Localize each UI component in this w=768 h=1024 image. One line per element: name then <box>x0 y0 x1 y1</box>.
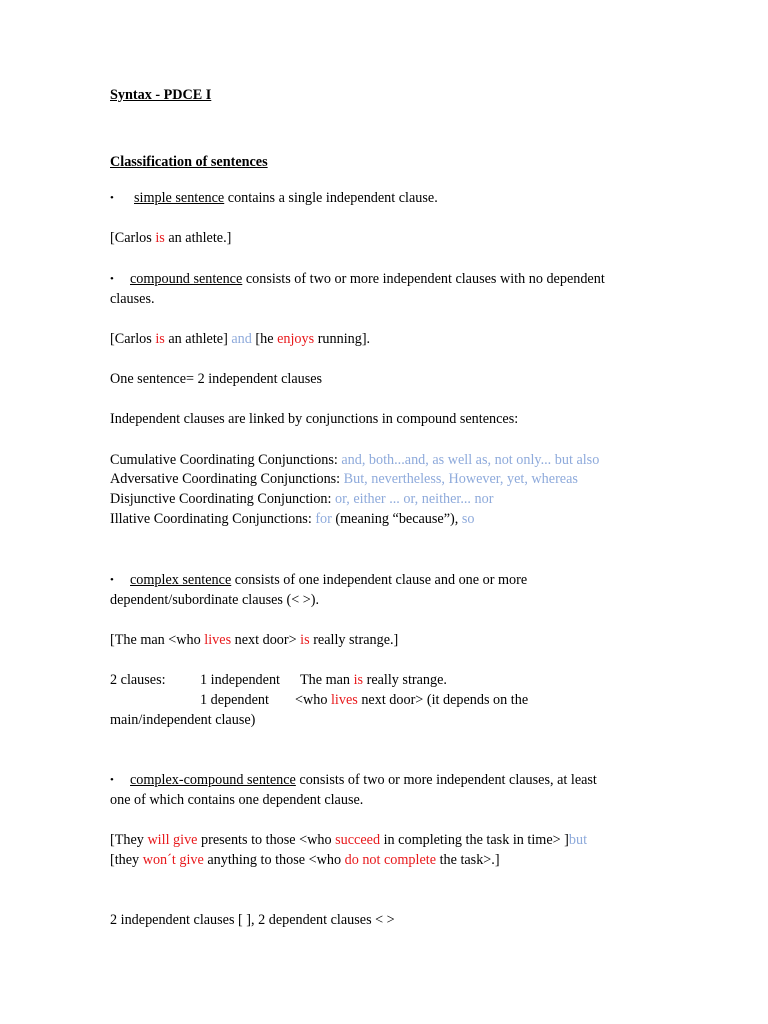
verb: succeed <box>335 832 381 848</box>
independent-label: 1 independent <box>200 672 280 688</box>
section-heading: Classification of sentences <box>110 154 268 170</box>
verb: is <box>300 632 310 648</box>
bullet: • <box>110 192 114 204</box>
conjunction: and <box>231 331 252 347</box>
compound-note: One sentence= 2 independent clauses <box>110 371 323 387</box>
complex-compound-example-1: [They will give presents to those <who succeed in completing the task in time> ]but <box>110 832 588 848</box>
clauses-label: 2 clauses: <box>110 672 166 688</box>
verb: is <box>353 672 364 688</box>
conjunction: but <box>568 832 588 848</box>
simple-sentence-example: [Carlos is an athlete.] <box>110 230 232 246</box>
compound-sentence-example: [Carlos is an athlete] and [he enjoys running]. <box>110 331 371 347</box>
verb: will give <box>147 832 198 848</box>
compound-sentence-definition: compound sentence consists of two or more independent clauses with no dependent <box>130 271 605 287</box>
complex-compound-summary: 2 independent clauses [ ], 2 dependent clauses < > <box>110 912 395 928</box>
verb: enjoys <box>277 331 315 347</box>
compound-sentence-definition-cont: clauses. <box>110 291 155 307</box>
verb: lives <box>204 632 232 648</box>
complex-compound-definition-cont: one of which contains one dependent clause. <box>110 792 364 808</box>
dependent-clause-cont: main/independent clause) <box>110 712 256 728</box>
bullet: • <box>110 273 114 285</box>
verb: do not complete <box>344 852 437 868</box>
conjunction-line-adversative: Adversative Coordinating Conjunctions: But, nevertheless, However, yet, whereas <box>110 471 578 487</box>
complex-compound-example-2: [they won´t give anything to those <who do not complete the task>.] <box>110 852 500 868</box>
bullet: • <box>110 574 114 586</box>
complex-compound-definition: complex-compound sentence consists of two or more independent clauses, at least <box>130 772 597 788</box>
document-title: Syntax - PDCE I <box>110 87 212 103</box>
conjunction-line-illative: Illative Coordinating Conjunctions: for (meaning “because”), so <box>110 511 475 527</box>
verb: lives <box>330 692 358 708</box>
dependent-clause-text: <who lives next door> (it depends on the <box>295 692 529 708</box>
simple-sentence-definition: simple sentence contains a single independent clause. <box>134 190 438 206</box>
independent-clause-text: The man is really strange. <box>300 672 447 688</box>
verb: is <box>155 331 165 347</box>
complex-sentence-example: [The man <who lives next door> is really strange.] <box>110 632 399 648</box>
verb: won´t give <box>142 852 204 868</box>
dependent-label: 1 dependent <box>200 692 269 708</box>
conjunction-line-disjunctive: Disjunctive Coordinating Conjunction: or, either ... or, neither... nor <box>110 491 494 507</box>
complex-sentence-definition: complex sentence consists of one independent clause and one or more <box>130 572 528 588</box>
complex-sentence-term: complex sentence <box>130 572 232 588</box>
simple-sentence-term: simple sentence <box>134 190 225 206</box>
conjunction-line-cumulative: Cumulative Coordinating Conjunctions: and, both...and, as well as, not only... but also <box>110 452 600 468</box>
bullet: • <box>110 774 114 786</box>
compound-sentence-term: compound sentence <box>130 271 243 287</box>
complex-sentence-definition-cont: dependent/subordinate clauses (< >). <box>110 592 320 608</box>
complex-compound-term: complex-compound sentence <box>130 772 296 788</box>
conjunctions-intro: Independent clauses are linked by conjunctions in compound sentences: <box>110 411 519 427</box>
verb: is <box>155 230 165 246</box>
